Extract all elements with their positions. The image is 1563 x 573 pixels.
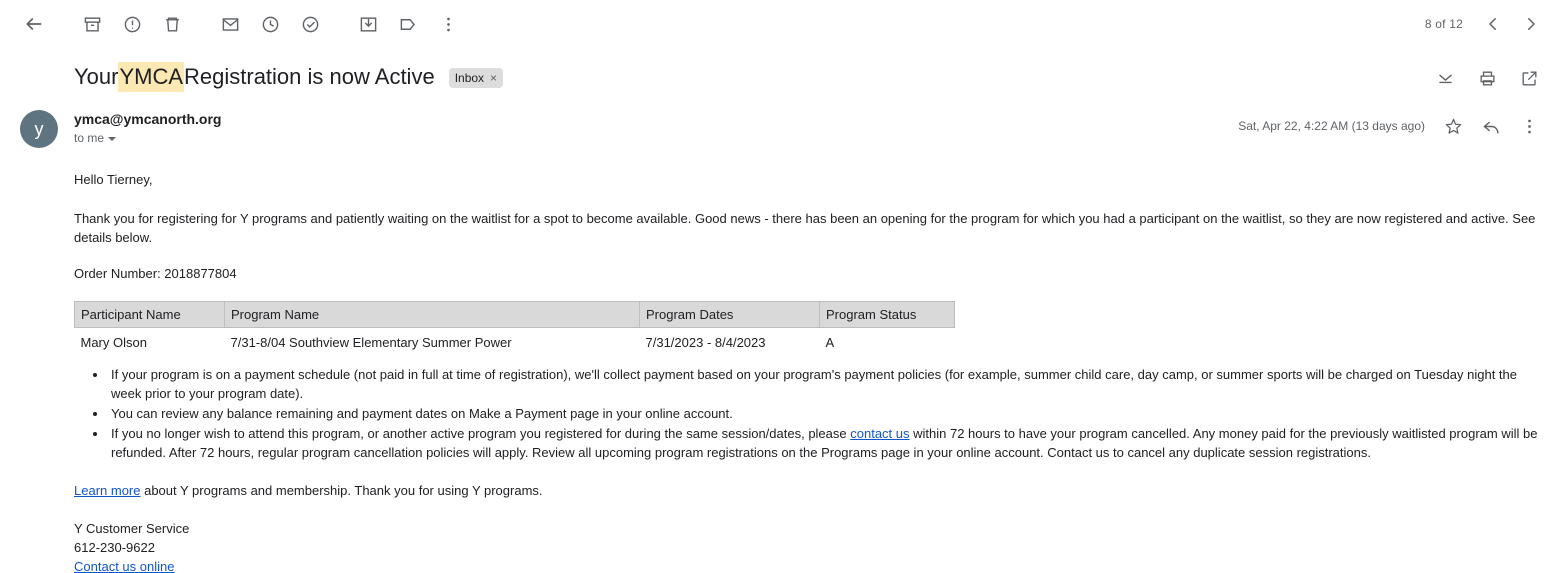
print-button[interactable]: [1471, 62, 1503, 94]
bullet3-pre: If you no longer wish to attend this program, or another active program you registered for during the same session/dates, please: [111, 426, 851, 441]
order-number-text: Order Number: 2018877804: [74, 266, 237, 281]
add-to-tasks-button[interactable]: [290, 4, 330, 44]
subject-highlight: YMCA: [118, 62, 184, 92]
label-chip-inbox[interactable]: [449, 68, 503, 88]
signature-link-line: [74, 557, 1543, 573]
mark-unread-button[interactable]: [210, 4, 250, 44]
reply-button[interactable]: [1475, 110, 1507, 142]
recipient-label: to me: [74, 131, 105, 145]
snooze-button[interactable]: [250, 4, 290, 44]
cell-program-name: 7/31-8/04 Southview Elementary Summer Power: [230, 335, 512, 350]
chevron-down-icon: [108, 137, 116, 141]
print-icon: [1478, 69, 1497, 88]
table-row: [75, 328, 955, 356]
chevron-left-icon: [1484, 15, 1502, 33]
recipient-toggle[interactable]: [74, 131, 116, 145]
move-to-button[interactable]: [348, 4, 388, 44]
message-body: [0, 148, 1563, 573]
bullet3-post: within 72 hours to have your program cancelled. Any money paid for the previously waitlisted program will be refunded. After 72 hours, regular program cancellation policies will apply. Review all upcoming program registrations on the Programs page in your online account. Contact us to cancel any duplicate session registrations.: [111, 426, 1538, 460]
delete-button[interactable]: [152, 4, 192, 44]
column-header-participant-name: Participant Name: [75, 302, 225, 328]
sender-address[interactable]: ymca@ymcanorth.org: [74, 111, 222, 127]
table-body: [75, 328, 955, 356]
move-to-inbox-icon: [359, 15, 378, 34]
cell-participant-name: Mary Olson: [80, 335, 147, 350]
contact-us-link[interactable]: contact us: [850, 426, 910, 441]
close-icon[interactable]: ×: [490, 71, 498, 85]
archive-button[interactable]: [72, 4, 112, 44]
learn-more-text: about Y programs and membership. Thank you for using Y programs.: [140, 483, 543, 498]
subject-actions: [1429, 62, 1545, 94]
labels-button[interactable]: [388, 4, 428, 44]
label-chip-text: Inbox: [454, 71, 485, 85]
learn-more-paragraph: [74, 481, 1543, 500]
policy-bullet-list: [74, 365, 1543, 462]
next-message-button[interactable]: [1513, 6, 1549, 42]
column-header-program-name: Program Name: [225, 302, 640, 328]
sender-row: [0, 92, 1563, 148]
star-button[interactable]: [1437, 110, 1469, 142]
chevron-right-icon: [1522, 15, 1540, 33]
subject-text-pre: Your: [74, 64, 119, 89]
report-spam-icon: [123, 15, 142, 34]
message-counter: 8 of 12: [1424, 17, 1463, 31]
list-item: • You can review any balance remaining and payment dates on Make a Payment page in your online account.: [108, 404, 1543, 423]
trash-icon: [163, 15, 182, 34]
message-date: Sat, Apr 22, 4:22 AM (13 days ago): [1238, 119, 1425, 133]
collapse-all-icon: [1436, 69, 1455, 88]
signature-line-2: 612-230-9622: [74, 540, 155, 555]
more-options-button[interactable]: [428, 4, 468, 44]
mail-icon: [221, 15, 240, 34]
archive-icon: [83, 15, 102, 34]
avatar: y: [20, 110, 58, 148]
subject-text-post: Registration is now Active: [184, 64, 435, 89]
column-header-program-dates: Program Dates: [640, 302, 820, 328]
list-item: • If your program is on a payment schedule (not paid in full at time of registration), we'll collect payment based on your program's payment policies (for example, summer child care, day camp, or summer sports will be charged on Tuesday night the week prior to your program date).: [108, 365, 1543, 403]
arrow-back-icon: [24, 14, 44, 34]
column-header-program-status: Program Status: [820, 302, 955, 328]
page-title: [74, 62, 503, 92]
task-check-icon: [301, 15, 320, 34]
open-in-new-window-button[interactable]: [1513, 62, 1545, 94]
signature-block: [74, 519, 1543, 573]
cell-program-dates: 7/31/2023 - 8/4/2023: [645, 335, 766, 350]
learn-more-link[interactable]: Learn more: [74, 483, 141, 498]
contact-us-online-link[interactable]: Contact us online: [74, 559, 175, 573]
label-icon: [399, 15, 418, 34]
message-more-button[interactable]: [1513, 110, 1545, 142]
registration-table: [74, 301, 955, 355]
sender-info: [74, 108, 221, 145]
signature-line-1: Y Customer Service: [74, 521, 190, 536]
table-header: [75, 302, 955, 328]
intro-paragraph: Thank you for registering for Y programs and patiently waiting on the waitlist for a spot to become available. Good news - there has been an opening for the program for which you had a participant on the waitlist, so they are now registered and active. See details below.: [74, 211, 1536, 245]
back-button[interactable]: [14, 4, 54, 44]
open-in-new-icon: [1520, 69, 1539, 88]
previous-message-button[interactable]: [1475, 6, 1511, 42]
collapse-all-button[interactable]: [1429, 62, 1461, 94]
message-toolbar: [0, 0, 1563, 48]
table-header-row: [75, 302, 955, 328]
reply-icon: [1482, 117, 1501, 136]
report-spam-button[interactable]: [112, 4, 152, 44]
greeting-text: Hello Tierney,: [74, 172, 153, 187]
star-icon: [1444, 117, 1463, 136]
pagination-controls: [1425, 6, 1549, 42]
subject-row: [0, 48, 1563, 92]
message-actions: [1238, 108, 1545, 142]
more-vertical-icon: [439, 15, 458, 34]
list-item: [108, 424, 1543, 462]
cell-program-status: A: [825, 335, 835, 350]
clock-icon: [261, 15, 280, 34]
more-vertical-icon: [1520, 117, 1539, 136]
